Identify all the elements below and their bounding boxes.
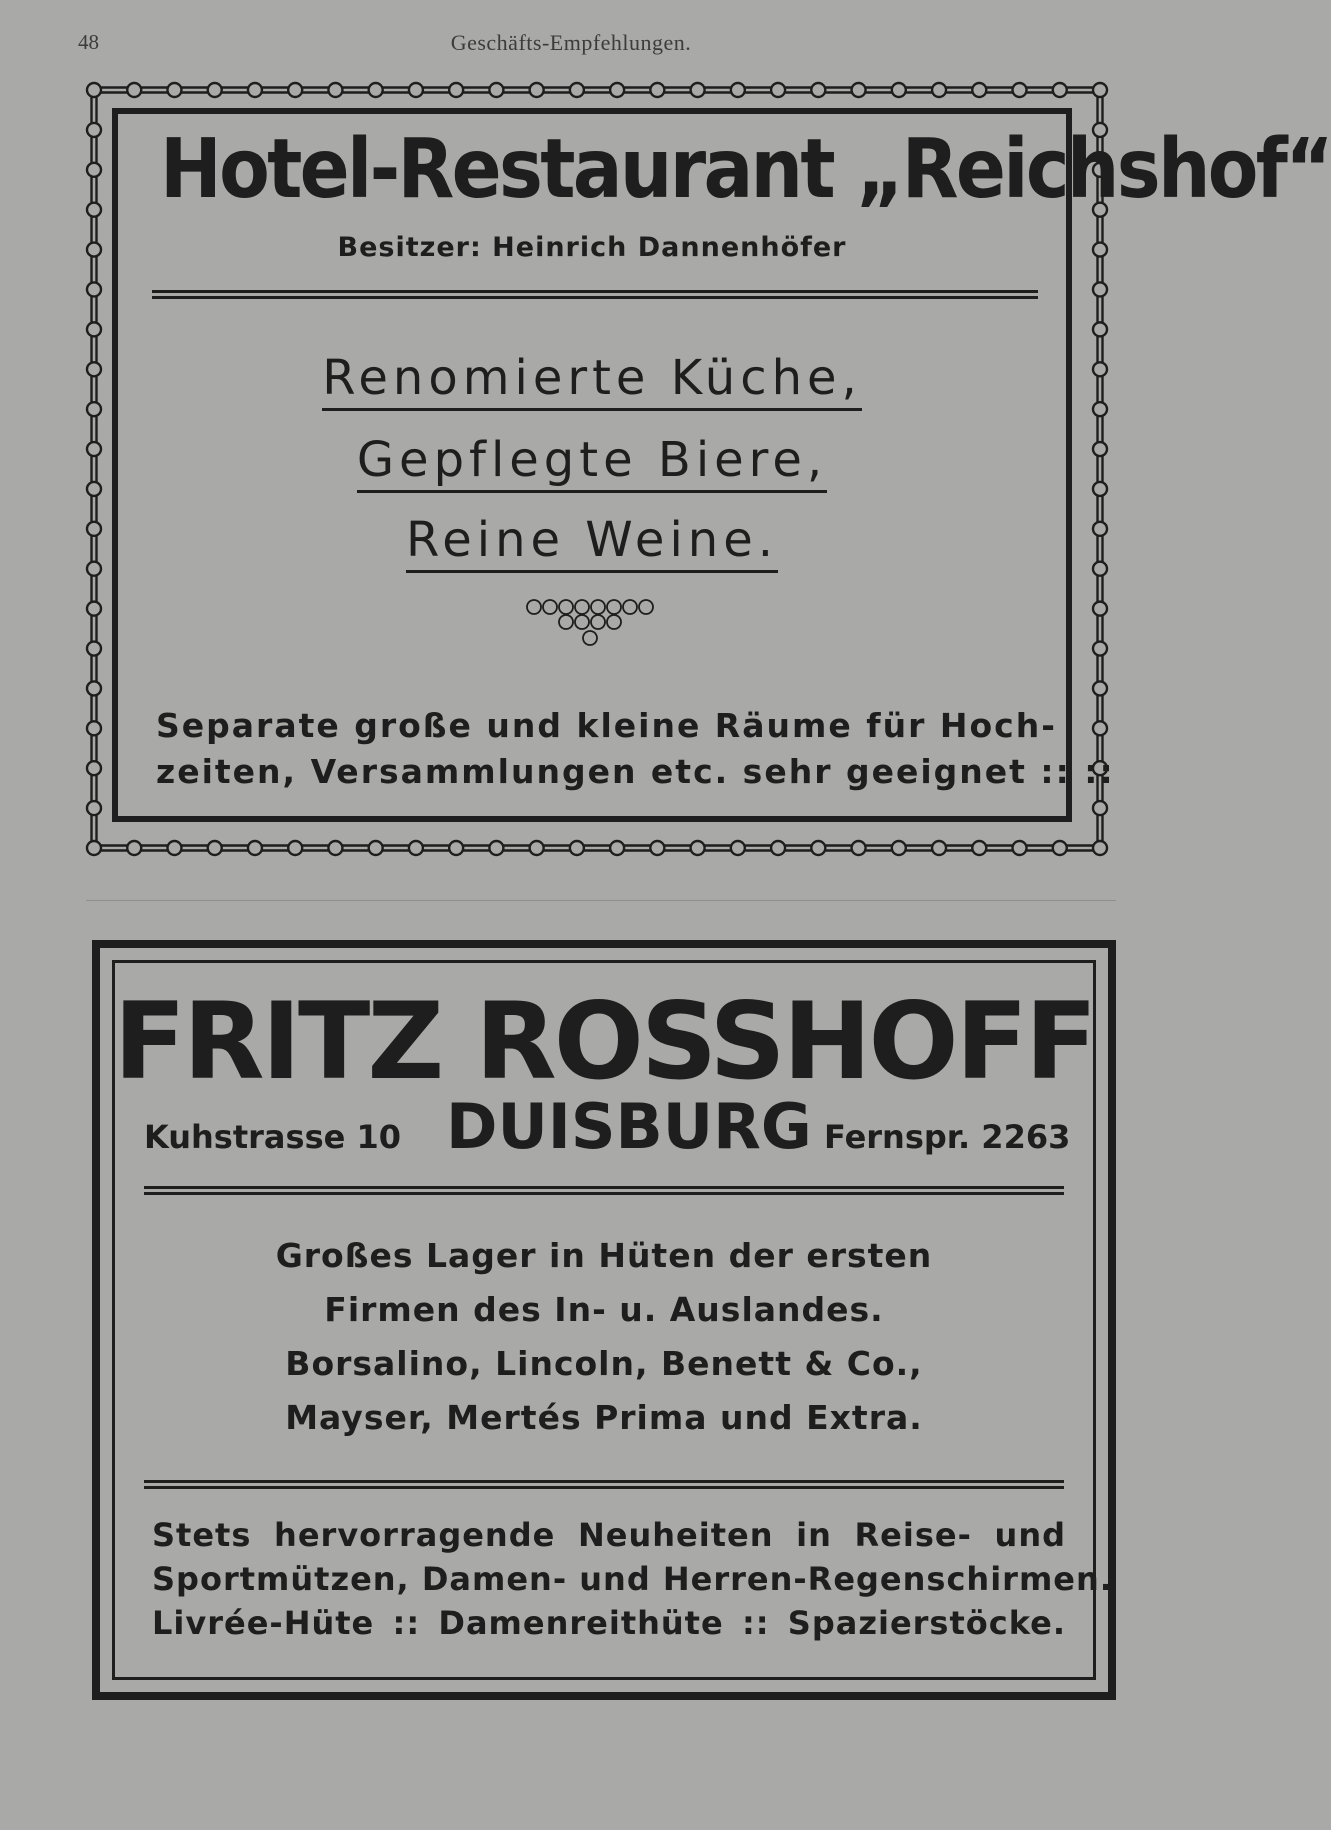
footer-text-line: Stets hervorragende Neuheiten in Reise- und (152, 1516, 1066, 1554)
page-number: 48 (78, 30, 99, 54)
slogan-line: Reine Weine. (112, 512, 1072, 568)
phone-number: Fernspr. 2263 (824, 1118, 1071, 1156)
hotel-name-heading: Hotel-Restaurant „Reichshof“ (160, 122, 1331, 217)
slogan-line: Gepflegte Biere, (112, 432, 1072, 488)
running-header: Geschäfts-Empfehlungen. (450, 30, 692, 55)
street-address: Kuhstrasse 10 (144, 1118, 401, 1156)
product-text-line: Mayser, Mertés Prima und Extra. (285, 1398, 923, 1437)
product-text-line: Firmen des In- u. Auslandes. (324, 1290, 884, 1329)
double-rule (144, 1186, 1064, 1195)
grape-ornament (520, 596, 670, 654)
city-name: DUISBURG (446, 1090, 812, 1163)
section-divider (86, 900, 1116, 901)
double-rule (152, 290, 1038, 299)
footer-text-line: Livrée-Hüte :: Damenreithüte :: Spazierstöcke. (152, 1604, 1066, 1642)
product-text-line: Großes Lager in Hüten der ersten (275, 1236, 933, 1275)
hotel-owner: Besitzer: Heinrich Dannenhöfer (337, 232, 847, 263)
product-text-line: Borsalino, Lincoln, Benett & Co., (285, 1344, 923, 1383)
company-name-heading: FRITZ ROSSHOFF (113, 980, 1095, 1103)
hotel-text-line: zeiten, Versammlungen etc. sehr geeignet :: :: (156, 752, 1115, 791)
double-rule (144, 1480, 1064, 1489)
hotel-text-line: Separate große und kleine Räume für Hoch- (156, 706, 1057, 745)
slogan-line: Renomierte Küche, (112, 350, 1072, 406)
footer-text-line: Sportmützen, Damen- und Herren-Regenschirmen. (152, 1560, 1113, 1598)
